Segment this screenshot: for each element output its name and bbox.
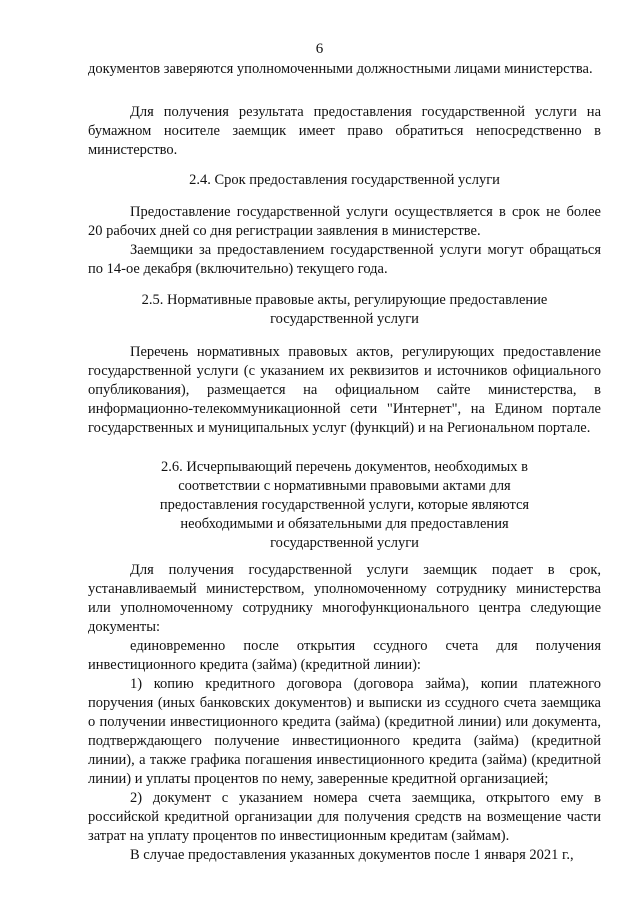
- section-2-5-paragraph-1: Перечень нормативных правовых актов, регулирующих предоставление государственной услуги (с указанием их реквизитов и источников официального опубликования), размещается на официальном сайте министерства, в информационно-телекоммуникационной сети "Интернет", на Едином портале государственных и муниципальных услуг (функций) и на Региональном портале.: [88, 344, 601, 436]
- section-2-4-paragraph-2: Заемщики за предоставлением государственной услуги могут обращаться по 14-ое декабря (включительно) текущего года.: [88, 242, 601, 277]
- section-2-6-paragraph-last: В случае предоставления указанных документов после 1 января 2021 г.,: [130, 847, 574, 863]
- section-2-6-item-1: 1) копию кредитного договора (договора займа), копии платежного поручения (иных банковских документов) и выписки из ссудного счета заемщика о получении инвестиционного кредита (займа) (кредитной линии) или документа, подтверждающего получение инвестиционного кредита (займа) (кредитной линии), а также графика погашения инвестиционного кредита (займа) (кредитной линии) и уплаты процентов по нему, заверенные кредитной организацией;: [88, 676, 601, 787]
- section-2-6-item-2: 2) документ с указанием номера счета заемщика, открытого ему в российской кредитной организации для получения средств на возмещение части затрат на уплату процентов по инвестиционным кредитам (займам).: [88, 790, 601, 844]
- page-number: 6: [315, 41, 324, 57]
- section-2-4-heading-text: 2.4. Срок предоставления государственной услуги: [189, 172, 500, 188]
- continuation-paragraph-block: [88, 60, 601, 79]
- section-2-4-body: [88, 203, 601, 279]
- section-2-5-body: [88, 343, 601, 438]
- section-2-6-heading-line-1: 2.6. Исчерпывающий перечень документов, необходимых в: [161, 459, 528, 475]
- section-2-6-body: [88, 561, 601, 865]
- section-2-6-paragraph-1: Для получения государственной услуги заемщик подает в срок, устанавливаемый министерством, уполномоченному сотруднику министерства или уполномоченному сотруднику многофункционального центра следующие документы:: [88, 562, 601, 635]
- paper-result-paragraph: Для получения результата предоставления государственной услуги на бумажном носителе заемщик имеет право обратиться непосредственно в министерство.: [88, 104, 601, 158]
- section-2-4-heading: [88, 171, 601, 190]
- section-2-6-heading-line-3: предоставления государственной услуги, которые являются: [159, 497, 530, 513]
- section-2-6-paragraph-2: единовременно после открытия ссудного счета для получения инвестиционного кредита (займа) (кредитной линии):: [88, 638, 601, 673]
- section-2-6-heading-line-2: соответствии с нормативными правовыми актами для: [178, 478, 511, 494]
- section-2-5-heading-line-2: государственной услуги: [270, 311, 419, 327]
- section-2-5-heading: [88, 291, 601, 329]
- section-2-6-heading: [88, 458, 601, 553]
- section-2-5-heading-line-1: 2.5. Нормативные правовые акты, регулирующие предоставление: [141, 292, 548, 308]
- section-2-4-paragraph-1: Предоставление государственной услуги осуществляется в срок не более 20 рабочих дней со дня регистрации заявления в министерстве.: [88, 204, 601, 239]
- section-2-6-heading-line-5: государственной услуги: [270, 535, 419, 551]
- paper-result-paragraph-block: [88, 103, 601, 160]
- section-2-6-heading-line-4: необходимыми и обязательными для предоставления: [180, 516, 509, 532]
- continuation-paragraph: документов заверяются уполномоченными должностными лицами министерства.: [88, 61, 593, 77]
